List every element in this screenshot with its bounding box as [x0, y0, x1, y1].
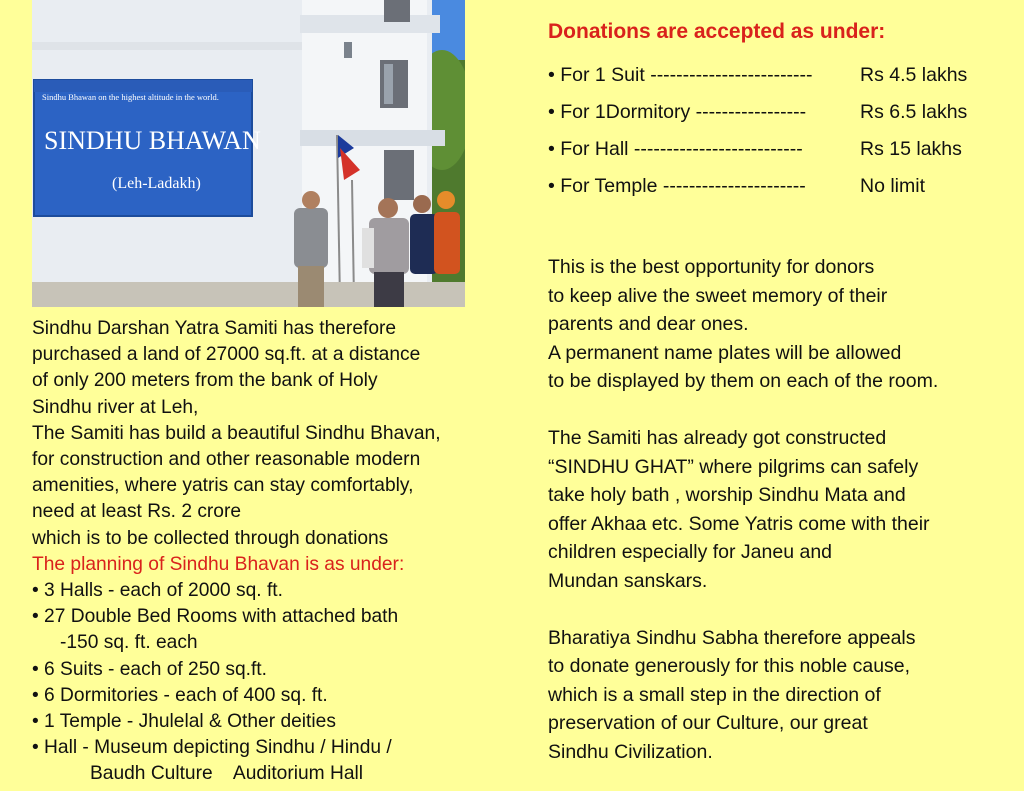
- sindhu-bhawan-photo: [32, 0, 465, 307]
- donation-label: • For Hall --------------------------: [548, 138, 803, 160]
- text-line: which is to be collected through donations: [32, 527, 389, 549]
- text-line: for construction and other reasonable modern: [32, 449, 421, 471]
- donations-heading: Donations are accepted as under:: [548, 20, 886, 43]
- text-line: need at least Rs. 2 crore: [32, 501, 242, 523]
- text-line: Sindhu river at Leh,: [32, 396, 199, 418]
- donation-row: [548, 138, 1018, 175]
- plan-item: -150 sq. ft. each: [60, 632, 198, 654]
- appeal-paragraph: [548, 624, 1018, 767]
- text-line: parents and dear ones.: [548, 313, 749, 336]
- text-line: to donate generously for this noble cause,: [548, 655, 911, 678]
- text-line: amenities, where yatris can stay comfortably,: [32, 475, 414, 497]
- text-line: to keep alive the sweet memory of their: [548, 284, 888, 307]
- plan-heading: The planning of Sindhu Bhavan is as under:: [32, 553, 405, 575]
- sindhu-ghat-paragraph: [548, 424, 1018, 596]
- text-line: The Samiti has build a beautiful Sindhu Bhavan,: [32, 422, 441, 444]
- text-line: A permanent name plates will be allowed: [548, 341, 902, 364]
- plan-item: Baudh Culture Auditorium Hall: [90, 763, 364, 785]
- donation-amount: Rs 15 lakhs: [860, 138, 962, 160]
- donation-row: [548, 175, 1018, 212]
- donation-label: • For Temple ----------------------: [548, 175, 806, 197]
- text-line: Bharatiya Sindhu Sabha therefore appeals: [548, 626, 916, 649]
- text-line: The Samiti has already got constructed: [548, 426, 887, 449]
- donation-amount: Rs 4.5 lakhs: [860, 64, 968, 86]
- donation-label: • For 1Dormitory -----------------: [548, 101, 807, 123]
- donation-label: • For 1 Suit -------------------------: [548, 64, 813, 86]
- text-line: Mundan sanskars.: [548, 569, 708, 592]
- plan-item: • 6 Dormitories - each of 400 sq. ft.: [32, 684, 328, 706]
- text-line: Sindhu Darshan Yatra Samiti has therefore: [32, 318, 397, 339]
- text-line: Sindhu Civilization.: [548, 740, 713, 763]
- banner-title: SINDHU BHAWAN: [44, 126, 261, 155]
- banner-small-text: Sindhu Bhawan on the highest altitude in the world.: [42, 92, 219, 102]
- text-line: take holy bath , worship Sindhu Mata and: [548, 484, 906, 507]
- opportunity-paragraph: [548, 253, 1018, 396]
- plan-item: • Hall - Museum depicting Sindhu / Hindu /: [32, 737, 392, 759]
- right-column: [548, 18, 1018, 767]
- text-line: to be displayed by them on each of the room.: [548, 370, 939, 393]
- text-line: which is a small step in the direction of: [548, 683, 881, 706]
- text-line: preservation of our Culture, our great: [548, 712, 868, 735]
- donation-amount: No limit: [860, 175, 926, 197]
- donation-row: [548, 101, 1018, 138]
- plan-item: • 27 Double Bed Rooms with attached bath: [32, 606, 399, 628]
- text-line: “SINDHU GHAT” where pilgrims can safely: [548, 455, 919, 478]
- banner-subtitle: (Leh-Ladakh): [112, 175, 201, 192]
- plan-item: • 3 Halls - each of 2000 sq. ft.: [32, 580, 283, 602]
- plan-item: • 6 Suits - each of 250 sq.ft.: [32, 658, 267, 680]
- donation-amount: Rs 6.5 lakhs: [860, 101, 968, 123]
- text-line: offer Akhaa etc. Some Yatris come with their: [548, 512, 930, 535]
- text-line: purchased a land of 27000 sq.ft. at a distance: [32, 344, 421, 366]
- text-line: of only 200 meters from the bank of Holy: [32, 370, 378, 392]
- text-line: children especially for Janeu and: [548, 541, 833, 564]
- left-column: [32, 316, 532, 788]
- text-line: This is the best opportunity for donors: [548, 256, 875, 278]
- plan-item: • 1 Temple - Jhulelal & Other deities: [32, 711, 336, 733]
- donation-row: [548, 64, 1018, 101]
